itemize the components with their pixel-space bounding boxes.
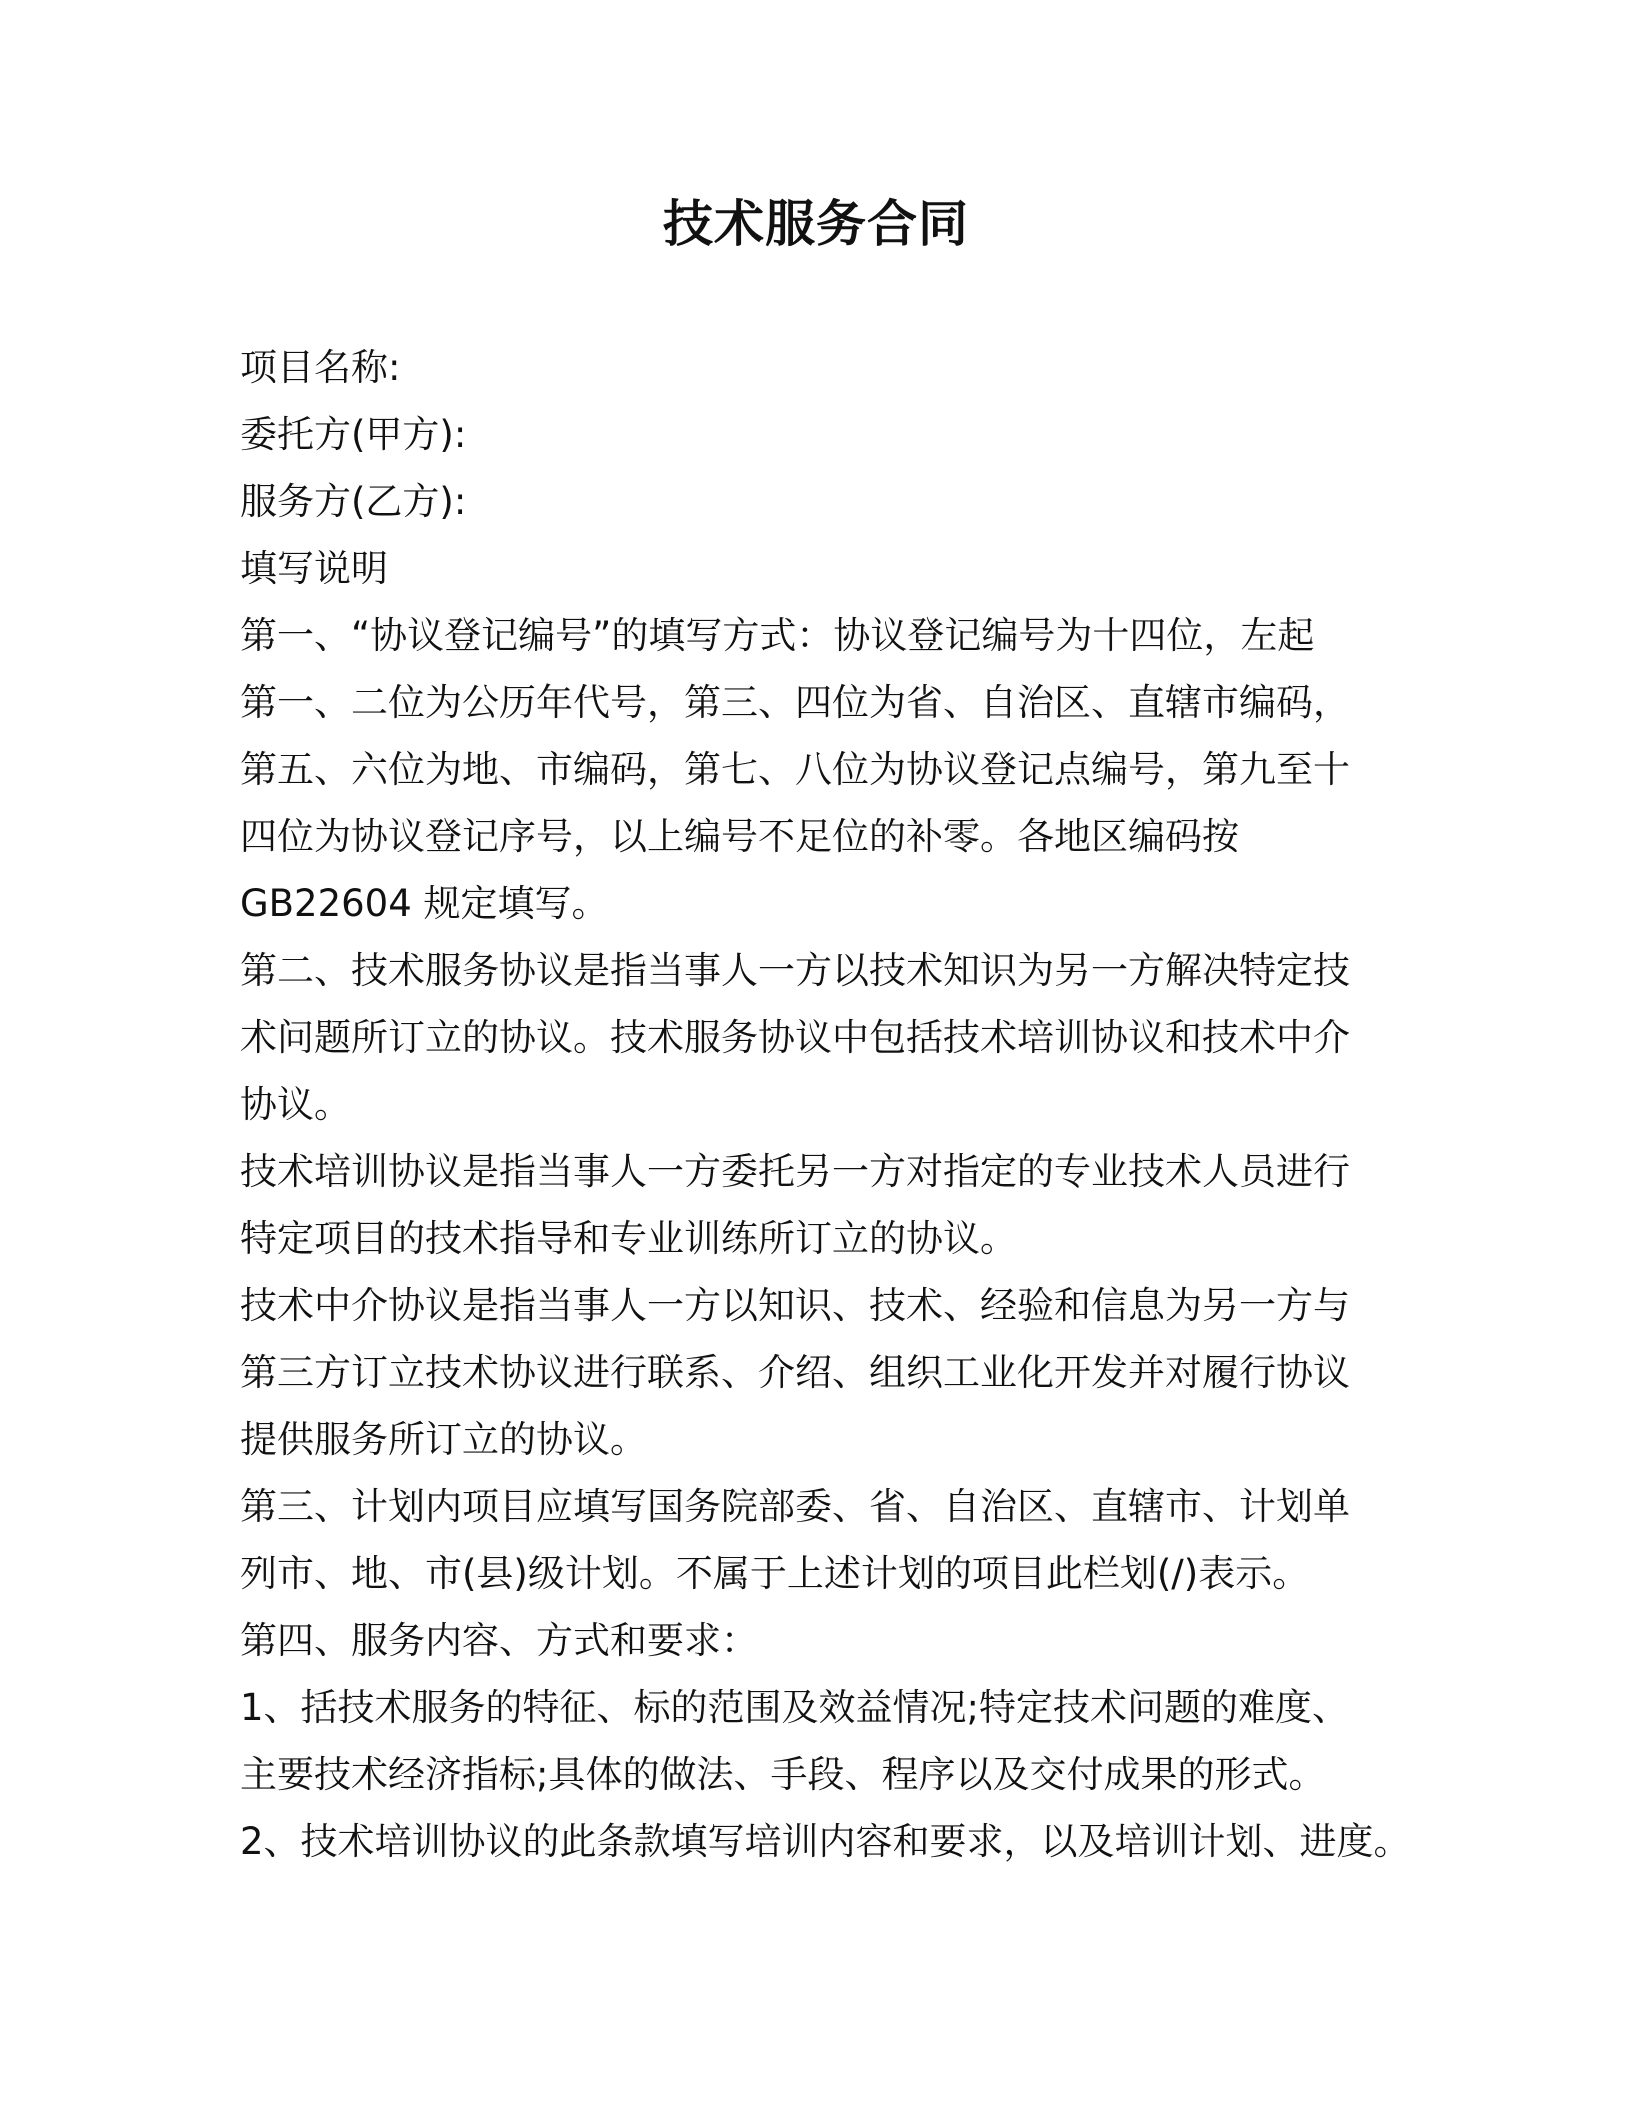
paragraph-line: 第一、二位为公历年代号，第三、四位为省、自治区、直辖市编码， xyxy=(240,681,1350,724)
field-project-name: 项目名称: xyxy=(240,346,401,389)
paragraph-line: 第二、技术服务协议是指当事人一方以技术知识为另一方解决特定技 xyxy=(240,949,1350,992)
paragraph-line: 技术中介协议是指当事人一方以知识、技术、经验和信息为另一方与 xyxy=(240,1284,1350,1327)
field-client-party-a: 委托方(甲方): xyxy=(240,413,467,456)
paragraph-line: 第五、六位为地、市编码，第七、八位为协议登记点编号，第九至十 xyxy=(240,748,1350,791)
paragraph-line: 2、技术培训协议的此条款填写培训内容和要求，以及培训计划、进度。 xyxy=(240,1820,1411,1863)
paragraph-line: 提供服务所订立的协议。 xyxy=(240,1418,647,1461)
paragraph-line: 第一、“协议登记编号”的填写方式：协议登记编号为十四位，左起 xyxy=(240,614,1315,657)
paragraph-line: 特定项目的技术指导和专业训练所订立的协议。 xyxy=(240,1217,1017,1260)
paragraph-line: 协议。 xyxy=(240,1083,351,1126)
paragraph-line: 第三、计划内项目应填写国务院部委、省、自治区、直辖市、计划单 xyxy=(240,1485,1350,1528)
paragraph-line: 技术培训协议是指当事人一方委托另一方对指定的专业技术人员进行 xyxy=(240,1150,1350,1193)
paragraph-line: 第三方订立技术协议进行联系、介绍、组织工业化开发并对履行协议 xyxy=(240,1351,1350,1394)
paragraph-line: 术问题所订立的协议。技术服务协议中包括技术培训协议和技术中介 xyxy=(240,1016,1350,1059)
paragraph-line: GB22604 规定填写。 xyxy=(240,882,609,925)
paragraph-line: 第四、服务内容、方式和要求： xyxy=(240,1619,758,1662)
paragraph-line: 1、括技术服务的特征、标的范围及效益情况;特定技术问题的难度、 xyxy=(240,1686,1350,1729)
paragraph-line: 四位为协议登记序号，以上编号不足位的补零。各地区编码按 xyxy=(240,815,1239,858)
paragraph-line: 主要技术经济指标;具体的做法、手段、程序以及交付成果的形式。 xyxy=(240,1753,1326,1796)
field-provider-party-b: 服务方(乙方): xyxy=(240,480,467,523)
paragraph-line: 列市、地、市(县)级计划。不属于上述计划的项目此栏划(/)表示。 xyxy=(240,1552,1310,1595)
document-body xyxy=(240,334,1420,1875)
instructions-heading: 填写说明 xyxy=(240,547,388,590)
document-title: 技术服务合同 xyxy=(663,195,969,253)
